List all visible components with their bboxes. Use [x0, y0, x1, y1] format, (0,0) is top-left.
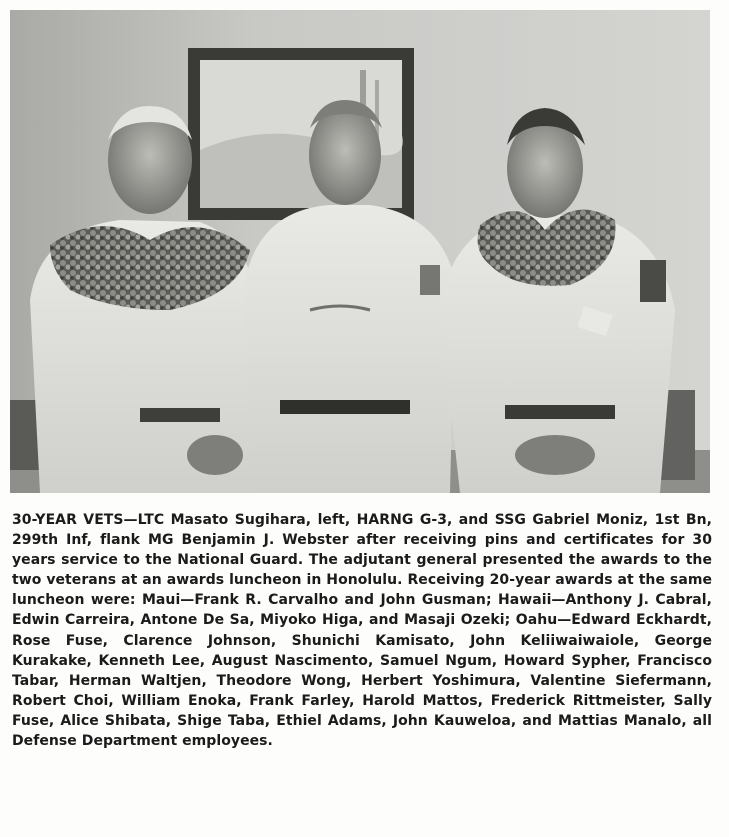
- caption-body: LTC Masato Sugihara, left, HARNG G-3, and SSG Gabriel Moniz, 1st Bn, 299th Inf, flank MG Benjamin J. Webster after receiving pins and certificates for 30 years service to the National Guard. The adjutant general presented the awards to the two veterans at an awards luncheon in Honolulu. Receiving 20-year awards at the same luncheon were: Maui—Frank R. Carvalho and John Gusman; Hawaii—Anthony J. Cabral, Edwin Carreira, Antone De Sa, Miyoko Higa, and Masaji Ozeki; Oahu—Edward Eckhardt, Rose Fuse, Clarence Johnson, Shunichi Kamisato, John Keliiwaiwaiole, George Kurakake, Kenneth Lee, August Nascimento, Samuel Ngum, Howard Sypher, Francisco Tabar, Herman Waltjen, Theodore Wong, Herbert Yoshimura, Valentine Siefermann, Robert Choi, William Enoka, Frank Farley, Harold Mattos, Frederick Rittmeister, Sally Fuse, Alice Shibata, Shige Taba, Ethiel Adams, John Kauweloa, and Mattias Manalo, all Defense Department employees.: [12, 512, 712, 750]
- caption-lead: 30-YEAR VETS—: [12, 512, 138, 528]
- photo-caption: [12, 510, 712, 751]
- three-men-with-leis-photo: [10, 10, 710, 493]
- framed-picture: [188, 48, 414, 220]
- photograph: [10, 10, 710, 493]
